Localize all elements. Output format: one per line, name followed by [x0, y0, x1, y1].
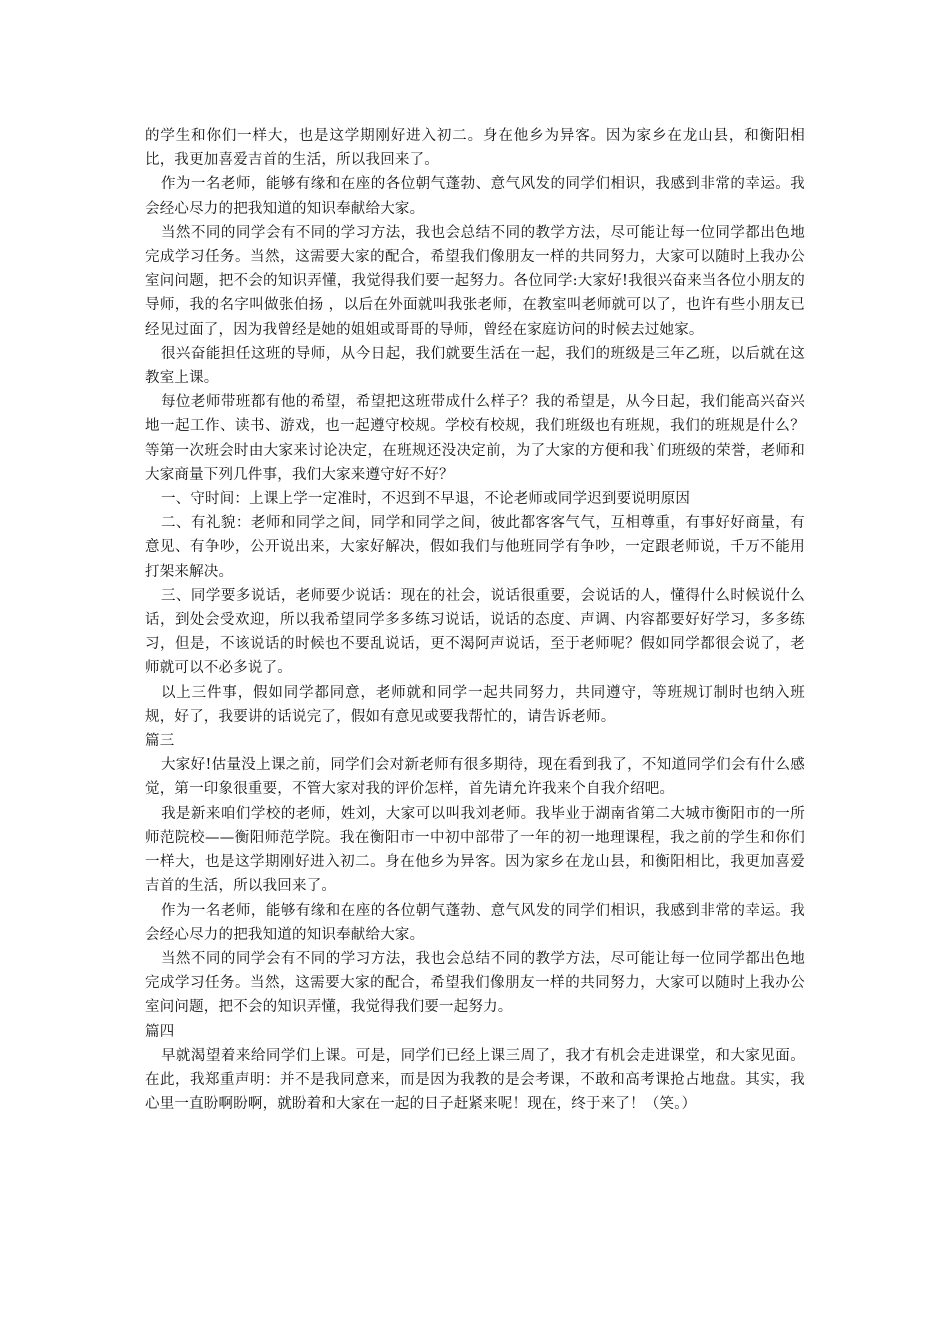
- paragraph: 当然不同的同学会有不同的学习方法，我也会总结不同的教学方法，尽可能让每一位同学都出色地完成学习任务。当然，这需要大家的配合，希望我们像朋友一样的共同努力，大家可以随时上我办公室问问题，把不会的知识弄懂，我觉得我们要一起努力。各位同学:大家好!我很兴奋来当各位小朋友的导师，我的名字叫做张伯扬 ，以后在外面就叫我张老师，在教室叫老师就可以了，也许有些小朋友已经见过面了，因为我曾经是她的姐姐或哥哥的导师，曾经在家庭访问的时候去过她家。: [145, 224, 805, 338]
- document-page: [145, 124, 805, 1116]
- section-heading-3: 篇三: [145, 733, 175, 750]
- paragraph: 作为一名老师，能够有缘和在座的各位朝气蓬勃、意气风发的同学们相识，我感到非常的幸运。我会经心尽力的把我知道的知识奉献给大家。: [145, 176, 805, 217]
- rule-item-1: 一、守时间：上课上学一定准时，不迟到不早退，不论老师或同学迟到要说明原因: [160, 491, 691, 508]
- rule-item-2: 二、有礼貌：老师和同学之间，同学和同学之间，彼此都客客气气，互相尊重，有事好好商量，有意见、有争吵，公开说出来，大家好解决，假如我们与他班同学有争吵，一定跟老师说，千万不能用打架来解决。: [145, 515, 805, 580]
- paragraph: 每位老师带班都有他的希望，希望把这班带成什么样子？我的希望是，从今日起，我们能高兴奋兴地一起工作、读书、游戏，也一起遵守校规。学校有校规，我们班级也有班规，我们的班规是什么？等第一次班会时由大家来讨论决定，在班规还没决定前，为了大家的方便和我`们班级的荣誉，老师和大家商量下列几件事，我们大家来遵守好不好？: [145, 394, 805, 483]
- paragraph: 很兴奋能担任这班的导师，从今日起，我们就要生活在一起，我们的班级是三年乙班，以后就在这教室上课。: [145, 345, 805, 387]
- paragraph: 早就渴望着来给同学们上课。可是，同学们已经上课三周了，我才有机会走进课堂，和大家见面。在此，我郑重声明：并不是我同意来，而是因为我教的是会考课，不敢和高考课抢占地盘。其实，我心里一直盼啊盼啊，就盼着和大家在一起的日子赶紧来呢！现在，终于来了！（笑。）: [145, 1047, 805, 1113]
- paragraph: 我是新来咱们学校的老师，姓刘，大家可以叫我刘老师。我毕业于湖南省第二大城市衡阳市的一所师范院校——衡阳师范学院。我在衡阳市一中初中部带了一年的初一地理课程，我之前的学生和你们一样大，也是这学期刚好进入初二。身在他乡为异客。因为家乡在龙山县，和衡阳相比，我更加喜爱吉首的生活，所以我回来了。: [145, 805, 805, 895]
- paragraph: 以上三件事，假如同学都同意，老师就和同学一起共同努力，共同遵守，等班规订制时也纳入班规，好了，我要讲的话说完了，假如有意见或要我帮忙的，请告诉老师。: [145, 684, 805, 725]
- paragraph: 的学生和你们一样大，也是这学期刚好进入初二。身在他乡为异客。因为家乡在龙山县，和衡阳相比，我更加喜爱吉首的生活，所以我回来了。: [145, 128, 805, 169]
- paragraph: 作为一名老师，能够有缘和在座的各位朝气蓬勃、意气风发的同学们相识，我感到非常的幸运。我会经心尽力的把我知道的知识奉献给大家。: [145, 902, 805, 943]
- section-heading-4: 篇四: [145, 1023, 175, 1040]
- rule-item-3: 三、同学要多说话，老师要少说话：现在的社会，说话很重要，会说话的人，懂得什么时候说什么话，到处会受欢迎，所以我希望同学多多练习说话，说话的态度、声调、内容都要好好学习，多多练习，但是，不该说话的时候也不要乱说话，更不渴阿声说话，至于老师呢？假如同学都很会说了，老师就可以不必多说了。: [145, 587, 805, 677]
- paragraph: 当然不同的同学会有不同的学习方法，我也会总结不同的教学方法，尽可能让每一位同学都出色地完成学习任务。当然，这需要大家的配合，希望我们像朋友一样的共同努力，大家可以随时上我办公室问问题，把不会的知识弄懂，我觉得我们要一起努力。: [145, 950, 805, 1016]
- paragraph: 大家好!估量没上课之前，同学们会对新老师有很多期待，现在看到我了，不知道同学们会有什么感觉，第一印象很重要，不管大家对我的评价怎样，首先请允许我来个自我介绍吧。: [145, 757, 805, 798]
